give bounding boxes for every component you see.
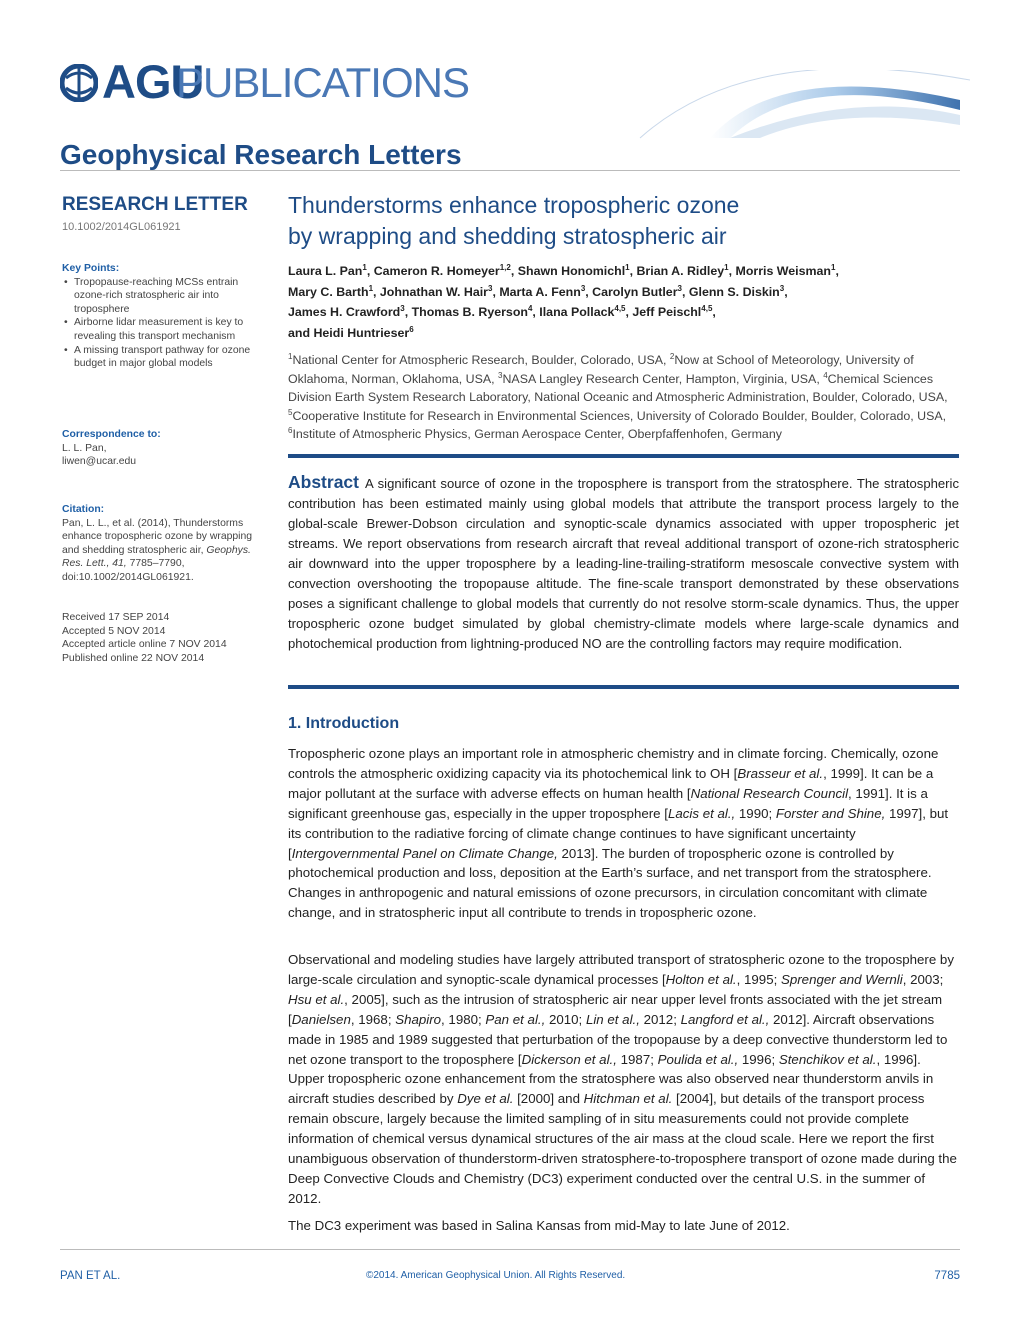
received-date: Received 17 SEP 2014	[62, 612, 170, 623]
accepted-date: Accepted 5 NOV 2014	[62, 625, 166, 637]
title-line-2: by wrapping and shedding stratospheric air	[288, 223, 727, 249]
section-heading: 1. Introduction	[288, 715, 400, 732]
citation-pages: 7785–7790,	[126, 558, 185, 570]
globe-decoration-icon	[600, 70, 970, 140]
citation-text: Pan, L. L., et al. (2014), Thunderstorms enhance tropospheric ozone by wrapping and shedding stratospheric air,	[62, 517, 253, 556]
published-online-date: Published online 22 NOV 2014	[62, 652, 205, 664]
title-line-1: Thunderstorms enhance tropospheric ozone	[288, 192, 740, 218]
logo-publications-text: PUBLICATIONS	[176, 59, 469, 106]
abstract	[288, 472, 959, 654]
key-points	[62, 262, 272, 371]
citation-doi[interactable]: doi:10.1002/2014GL061921.	[62, 571, 194, 583]
affiliations: $^1$National Center for Atmospheric Research, Boulder, Colorado, USA, $^2$Now at School of Meteorology, University of Oklahoma, Norman, Oklahoma, USA, $^3$NASA Langley Research Center, Hampton, Virginia, USA, $^4$Chemical Sciences Division Earth System Research Laboratory, National Oceanic and Atmospheric Administration, Boulder, Colorado, USA, $^5$Cooperative Institute for Research in Environmental Sciences, University of Colorado Boulder, Boulder, Colorado, USA, $^6$Institute of Atmospheric Physics, German Aerospace Center, Oberpfaffenhofen, Germany	[288, 351, 948, 441]
abstract-text: A significant source of ozone in the troposphere is transport from the stratosphere. The stratospheric contribution has been estimated mainly using global models that attribute the transport process largely to the global-scale Brewer-Dobson circulation and synoptic-scale dynamics associated with upper tropospheric jet streams. We report observations from research aircraft that reveal additional transport of ozone-rich stratospheric air downward into the upper troposphere by a leading-line-trailing-stratiform mesoscale convective system with convection overshooting the tropopause altitude. The fine-scale transport demonstrated by these observations poses a significant challenge to global models that currently do not resolve storm-scale dynamics. Thus, the upper tropospheric ozone budget simulated by global chemistry-climate models where large-scale dynamics and photochemical production from lightning-produced NO are the controlling factors may require modification.	[288, 476, 959, 651]
author-list: Laura L. Pan$^1$, Cameron R. Homeyer$^{1,2}$, Shawn Honomichl$^1$, Brian A. Ridley$^1$, Morris Weisman$^1$, Mary C. Barth$^1$, Johnathan W. Hair$^3$, Marta A. Fenn$^3$, Carolyn Butler$^3$, Glenn S. Diskin$^3$, James H. Crawford$^3$, Thomas B. Ryerson$^4$, Ilana Pollack$^{4,5}$, Jeff Peischl$^{4,5}$, and Heidi Huntrieser$^6$	[288, 262, 839, 340]
citation-journal: Geophys. Res. Lett., 41,	[62, 544, 251, 570]
dates	[62, 611, 272, 665]
key-point: • Tropopause-reaching MCSs entrain ozone-rich stratospheric air into troposphere	[74, 276, 272, 317]
agu-globe-icon	[60, 62, 98, 109]
page-number: 7785	[934, 1270, 960, 1282]
correspondence-name: L. L. Pan,	[62, 442, 107, 454]
intro-paragraph-2: Observational and modeling studies have largely attributed transport of stratospheric ozone to the troposphere by large-scale circulation and synoptic-scale dynamical processes [Holton et al., 1995; Sprenger and Wernli, 2003; Hsu et al., 2005], such as the intrusion of stratospheric air near upper level fronts associated with the jet stream [Danielsen, 1968; Shapiro, 1980; Pan et al., 2010; Lin et al., 2012; Langford et al., 2012]. Aircraft observations made in 1985 and 1989 suggested that perturbation of the tropopause by a deep convective thunderstorm led to net ozone transport to the troposphere [Dickerson et al., 1987; Poulida et al., 1996; Stenchikov et al., 1996]. Upper tropospheric ozone enhancement from the stratosphere was also observed near thunderstorm anvils in aircraft studies described by Dye et al. [2000] and Hitchman et al. [2004], but details of the transport process remain obscure, largely because the limited sampling of in situ measurements could not provide complete information of chemical versus dynamical structures of the air mass at the cloud scale. Here we report the first unambiguous observation of thunderstorm-driven stratosphere-to-troposphere transport of ozone made during the Deep Convective Clouds and Chemistry (DC3) experiment conducted over the central U.S. in the summer of 2012.	[288, 952, 957, 1206]
intro-paragraph-3: The DC3 experiment was based in Salina Kansas from mid-May to late June of 2012.	[288, 1218, 790, 1233]
abstract-heading: Abstract	[288, 472, 359, 492]
citation	[62, 503, 272, 585]
abstract-bottom-rule	[288, 685, 959, 689]
intro-paragraph-1: Tropospheric ozone plays an important role in atmospheric chemistry and in climate forcing. Chemically, ozone controls the atmospheric oxidizing capacity via its photochemical link to OH [Brasseur et al., 1999]. It can be a major pollutant at the surface with adverse effects on human health [National Research Council, 1991]. It is a significant greenhouse gas, especially in the upper troposphere [Lacis et al., 1990; Forster and Shine, 1997], but its contribution to the radiative forcing of climate change continues to have significant uncertainty [Intergovernmental Panel on Climate Change, 2013]. The burden of tropospheric ozone is controlled by photochemical production and loss, deposition at the Earth’s surface, and net transport from the stratosphere. Changes in anthropogenic and natural emissions of ozone precursors, in circulation concomitant with climate change, and in stratospheric input all contribute to trends in tropospheric ozone.	[288, 746, 949, 921]
footer-copyright: ©2014. American Geophysical Union. All Rights Reserved.	[366, 1270, 626, 1281]
correspondence	[62, 428, 272, 469]
key-points-heading: Key Points:	[62, 263, 120, 274]
key-point: • A missing transport pathway for ozone budget in major global models	[74, 344, 272, 371]
footer-divider	[60, 1249, 960, 1250]
accepted-online-date: Accepted article online 7 NOV 2014	[62, 639, 227, 651]
journal-title: Geophysical Research Letters	[60, 139, 462, 170]
key-point: • Airborne lidar measurement is key to revealing this transport mechanism	[74, 316, 272, 343]
article-title	[288, 190, 958, 252]
doi[interactable]: 10.1002/2014GL061921	[62, 221, 181, 233]
header-divider	[60, 170, 960, 171]
correspondence-heading: Correspondence to:	[62, 429, 161, 440]
footer-authors: PAN ET AL.	[60, 1270, 121, 1282]
abstract-top-rule	[288, 454, 959, 458]
logo-agu-text: AGU	[102, 55, 204, 108]
correspondence-email[interactable]: liwen@ucar.edu	[62, 456, 137, 468]
citation-heading: Citation:	[62, 504, 105, 515]
article-type: RESEARCH LETTER	[62, 194, 248, 215]
